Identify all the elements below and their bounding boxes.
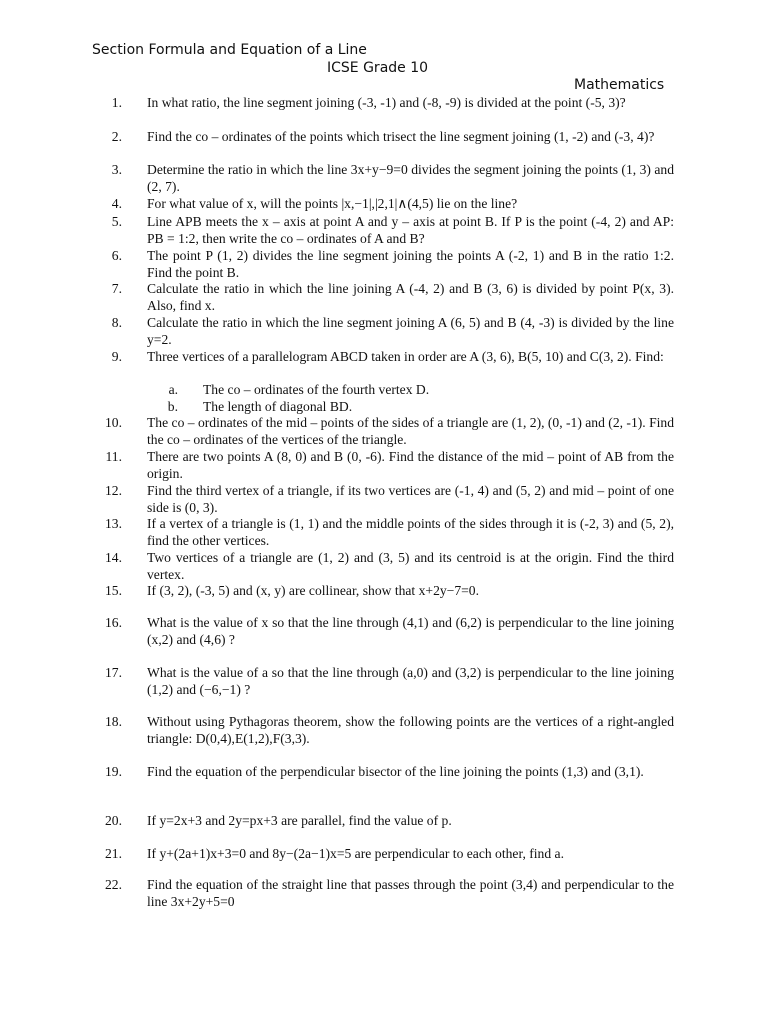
question-text: Calculate the ratio in which the line segment joining A (6, 5) and B (4, -3) is divided by the line y=2. (147, 315, 674, 347)
question-number: 1. (111, 95, 122, 110)
question-text: Determine the ratio in which the line 3x+y−9=0 divides the segment joining the points (1, 3) and (2, 7). (147, 162, 674, 194)
question-text: Find the third vertex of a triangle, if its two vertices are (-1, 4) and (5, 2) and mid – point of one side is (0, 3). (147, 483, 674, 515)
question-text: If y+(2a+1)x+3=0 and 8y−(2a−1)x=5 are perpendicular to each other, find a. (147, 846, 564, 861)
question-number: 14. (105, 550, 122, 565)
question-text: In what ratio, the line segment joining (-3, -1) and (-8, -9) is divided at the point (-5, 3)? (147, 95, 626, 110)
question-text: If (3, 2), (-3, 5) and (x, y) are collinear, show that x+2y−7=0. (147, 583, 479, 598)
question-text: Two vertices of a triangle are (1, 2) and (3, 5) and its centroid is at the origin. Find the third vertex. (147, 550, 674, 582)
question-text: What is the value of x so that the line through (4,1) and (6,2) is perpendicular to the line joining (x,2) and (4,6) ? (147, 615, 674, 647)
question-number: 5. (111, 214, 122, 229)
question-text: Find the co – ordinates of the points which trisect the line segment joining (1, -2) and (-3, 4)? (147, 129, 655, 144)
question-text: For what value of x, will the points |x,−1|,|2,1|∧(4,5) lie on the line? (147, 196, 518, 211)
question-number: 17. (105, 665, 122, 680)
question-number: 13. (105, 516, 122, 531)
question-text: Calculate the ratio in which the line joining A (-4, 2) and B (3, 6) is divided by point P(x, 3). Also, find x. (147, 281, 674, 313)
sub-question-letter: b. (167, 399, 178, 414)
question-text: Line APB meets the x – axis at point A and y – axis at point B. If P is the point (-4, 2) and AP: PB = 1:2, then write the co – ordinates of A and B? (147, 214, 674, 246)
question-text: The co – ordinates of the mid – points of the sides of a triangle are (1, 2), (0, -1) and (2, -1). Find the co – ordinates of the vertices of the triangle. (147, 415, 674, 447)
question-text: Find the equation of the straight line that passes through the point (3,4) and perpendicular to the line 3x+2y+5=0 (147, 877, 674, 909)
question-text: What is the value of a so that the line through (a,0) and (3,2) is perpendicular to the line joining (1,2) and (−6,−1) ? (147, 665, 674, 697)
question-text: Find the equation of the perpendicular bisector of the line joining the points (1,3) and (3,1). (147, 764, 644, 779)
sub-question-letter: a. (168, 382, 178, 397)
question-number: 12. (105, 483, 122, 498)
sub-question-text: The co – ordinates of the fourth vertex D. (203, 382, 430, 397)
question-number: 4. (111, 196, 122, 211)
subject-label: Mathematics (574, 77, 665, 93)
question-number: 2. (111, 129, 122, 144)
question-number: 18. (105, 714, 122, 729)
grade-label: ICSE Grade 10 (327, 60, 429, 76)
worksheet-title: Section Formula and Equation of a Line (92, 42, 367, 58)
question-text: The point P (1, 2) divides the line segment joining the points A (-2, 1) and B in the ratio 1:2. Find the point B. (147, 248, 674, 280)
question-number: 8. (111, 315, 122, 330)
question-number: 11. (105, 449, 122, 464)
question-number: 7. (111, 281, 122, 296)
question-number: 6. (111, 248, 122, 263)
question-number: 22. (105, 877, 122, 892)
question-number: 15. (105, 583, 122, 598)
question-text: There are two points A (8, 0) and B (0, -6). Find the distance of the mid – point of AB from the origin. (147, 449, 674, 481)
question-text: If a vertex of a triangle is (1, 1) and the middle points of the sides through it is (-2, 3) and (5, 2), find the other vertices. (147, 516, 674, 548)
question-number: 3. (111, 162, 122, 177)
question-text: Three vertices of a parallelogram ABCD taken in order are A (3, 6), B(5, 10) and C(3, 2). Find: (147, 349, 664, 364)
question-number: 19. (105, 764, 122, 779)
question-number: 9. (111, 349, 122, 364)
question-text: If y=2x+3 and 2y=px+3 are parallel, find the value of p. (147, 813, 452, 828)
question-text: Without using Pythagoras theorem, show the following points are the vertices of a right-angled triangle: D(0,4),E(1,2),F(3,3). (147, 714, 674, 746)
sub-question-text: The length of diagonal BD. (203, 399, 353, 414)
question-number: 16. (105, 615, 122, 630)
question-number: 20. (105, 813, 122, 828)
question-number: 10. (105, 415, 122, 430)
question-number: 21. (105, 846, 122, 861)
